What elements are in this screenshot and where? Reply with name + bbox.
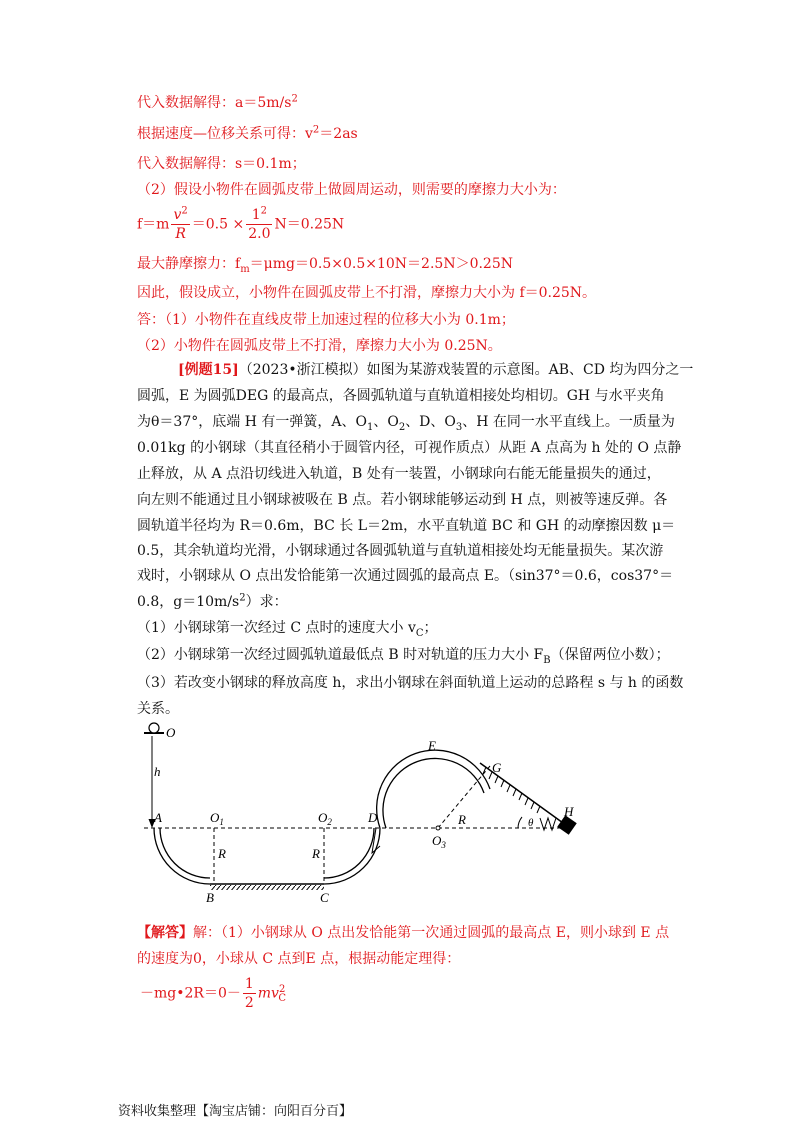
label-G: G (492, 760, 502, 775)
floor-hatching (210, 885, 324, 890)
friction-formula: f＝m $\frac{v^2}{R}$ ＝0.5 × $\frac{1^2}{2.0}$ N＝0.25N (137, 205, 345, 242)
center-O3 (436, 826, 440, 830)
label-theta: θ (528, 817, 534, 829)
angle-arc (518, 817, 522, 828)
question-3-continued: 关系。 (137, 701, 179, 717)
label-h: h (154, 764, 161, 779)
answer-line-2: 的速度为0，小球从 C 点到E 点，根据动能定理得： (137, 951, 461, 967)
answer-tag: 【解答】 (137, 925, 193, 941)
label-O: O (166, 725, 176, 740)
solution-line-max-static-friction: 最大静摩擦力：$f_m=\mu mg=0.5\times 0.5\times 10N=2.5N>0.25N$ (137, 256, 513, 275)
energy-equation: －mg•2R＝0－ $\frac{1}{2}$ $mv^2_C$ (140, 976, 286, 1011)
problem-line-6: 向左则不能通过且小钢球被吸在 B 点。若小钢球能够运动到 H 点，则被等速反弹。各 (137, 492, 668, 508)
example-tag: [例题15] (178, 362, 239, 378)
arc-DEG-inner (383, 758, 484, 828)
solution-line-conclusion: 因此，假设成立，小物件在圆弧皮带上不打滑，摩擦力大小为 f＝0.25N。 (137, 285, 597, 301)
problem-line-7: 圆轨道半径均为 R＝0.6m，BC 长 L＝2m，水平直轨道 BC 和 GH 的动摩擦因数 μ＝ (137, 518, 676, 534)
label-E: E (428, 738, 436, 753)
label-R2: R (312, 846, 320, 861)
ball-icon (149, 723, 159, 733)
question-1: （1）小钢球第一次经过 C 点时的速度大小 $v_C$； (137, 620, 438, 639)
label-H: H (564, 804, 574, 819)
problem-line-9: 戏时，小钢球从 O 点出发恰能第一次通过圆弧的最高点 E。（sin37°＝0.6，cos37°＝ (137, 568, 674, 584)
problem-line-3: 为θ＝37°，底端 H 有一弹簧，A、$O_1$、$O_2$、D、$O_3$、H 在同一水平直线上。一质量为 (137, 414, 675, 433)
solution-line-displacement: 代入数据解得：s＝0.1m； (137, 156, 306, 172)
question-3: （3）若改变小钢球的释放高度 h，求出小钢球在斜面轨道上运动的总路程 s 与 h 的函数 (137, 675, 684, 691)
label-R1: R (218, 846, 226, 861)
track-diagram (140, 718, 600, 923)
label-O1: $O_1$ (210, 810, 224, 827)
problem-line-2: 圆弧，E 为圆弧DEG 的最高点，各圆弧轨道与直轨道相接处均相切。GH 与水平夹角 (137, 388, 665, 404)
arc-AB-inner (160, 828, 210, 878)
solution-line-velocity-relation: 根据速度—位移关系可得：$v^2=2as$ (137, 124, 358, 142)
answer-line-2: （2）小物件在圆弧皮带上不打滑，摩擦力大小为 0.25N。 (137, 338, 502, 354)
footer: 资料收集整理【淘宝店铺：向阳百分百】 (118, 1104, 353, 1119)
arc-CD (324, 828, 380, 884)
label-A: A (154, 810, 162, 825)
arc-DEG (377, 750, 490, 828)
problem-line-5: 止释放，从 A 点沿切线进入轨道，B 处有一装置，小钢球向右能无能量损失的通过， (137, 466, 661, 482)
arc-CD-inner (324, 828, 374, 878)
label-R3: R (458, 812, 466, 827)
arc-AB (154, 828, 210, 884)
problem-line-1: [例题15]（2023•浙江模拟）如图为某游戏装置的示意图。AB、CD 均为四分之一 (178, 362, 694, 378)
solution-line-part2-intro: （2）假设小物件在圆弧皮带上做圆周运动，则需要的摩擦力大小为： (137, 182, 566, 198)
label-C: C (320, 890, 329, 905)
problem-line-10: 0.8，$g=10m/s^2$）求： (137, 592, 288, 610)
label-D: D (368, 810, 378, 825)
label-O3: $O_3$ (432, 833, 446, 850)
solution-line-accel: 代入数据解得：$a=5m/s^2$ (137, 93, 298, 111)
label-O2: $O_2$ (318, 810, 332, 827)
label-B: B (206, 890, 214, 905)
answer-line-1: 答：（1）小物件在直线皮带上加速过程的位移大小为 0.1m； (137, 312, 515, 328)
problem-line-4: 0.01kg 的小钢球（其直径稍小于圆管内径，可视作质点）从距 A 点高为 h 处的 O 点静 (137, 440, 682, 456)
answer-line-1: 【解答】解：（1）小钢球从 O 点出发恰能第一次通过圆弧的最高点 E，则小球到 E 点 (137, 925, 670, 941)
question-2: （2）小钢球第一次经过圆弧轨道最低点 B 时对轨道的压力大小 $F_B$（保留两位小数）； (137, 647, 670, 666)
problem-line-8: 0.5，其余轨道均光滑，小钢球通过各圆弧轨道与直轨道相接处均无能量损失。某次游 (137, 543, 664, 559)
